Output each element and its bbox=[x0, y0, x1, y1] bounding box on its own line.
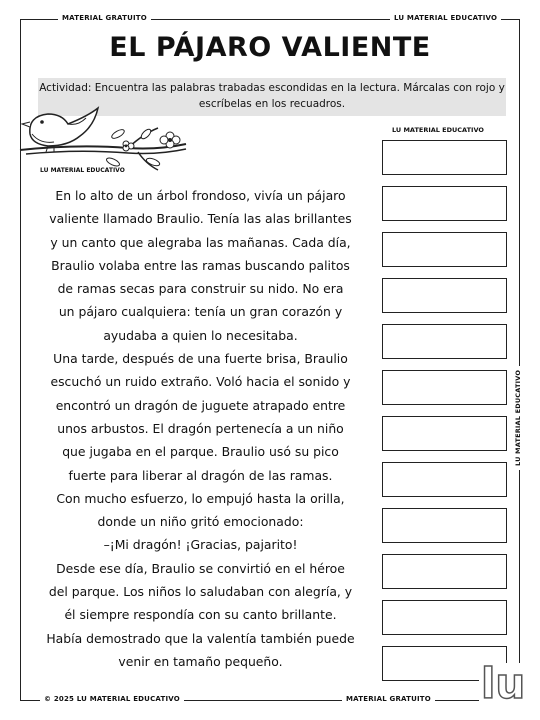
story-line: valiente llamado Braulio. Tenía las alas brillantes bbox=[49, 211, 352, 227]
story-line: Había demostrado que la valentía también puede bbox=[46, 630, 355, 646]
answer-box-1[interactable] bbox=[382, 140, 507, 175]
brand-logo: lu bbox=[481, 659, 526, 708]
header-left-tag: MATERIAL GRATUITO bbox=[58, 14, 151, 22]
story-line: Con mucho esfuerzo, lo empujó hasta la orilla, bbox=[56, 490, 345, 506]
story-line: y un canto que alegraba las mañanas. Cada día, bbox=[50, 234, 351, 250]
story-line: Braulio volaba entre las ramas buscando palitos bbox=[51, 257, 350, 273]
story-line: unos arbustos. El dragón pertenecía a un niño bbox=[57, 420, 344, 436]
answer-box-2[interactable] bbox=[382, 186, 507, 221]
story-line: ayudaba a quien lo necesitaba. bbox=[103, 327, 298, 343]
activity-instructions: Actividad: Encuentra las palabras trabadas escondidas en la lectura. Márcalas con rojo y escríbelas en los recuadros. bbox=[38, 78, 506, 116]
answer-box-3[interactable] bbox=[382, 232, 507, 267]
side-watermark-tag: LU MATERIAL EDUCATIVO bbox=[514, 366, 522, 470]
story-line: él siempre respondía con su canto brillante. bbox=[64, 607, 337, 623]
story-line: donde un niño gritó emocionado: bbox=[97, 514, 304, 530]
story-line: un pájaro cualquiera: tenía un gran corazón y bbox=[58, 304, 343, 320]
answer-box-8[interactable] bbox=[382, 462, 507, 497]
story-line: En lo alto de un árbol frondoso, vivía un pájaro bbox=[55, 188, 346, 203]
footer-left-tag: © 2025 LU MATERIAL EDUCATIVO bbox=[40, 695, 184, 703]
story-line: Desde ese día, Braulio se convirtió en el héroe bbox=[56, 560, 345, 576]
header-right-tag: LU MATERIAL EDUCATIVO bbox=[390, 14, 501, 22]
illustration-label: LU MATERIAL EDUCATIVO bbox=[40, 167, 125, 174]
story-line: que jugaba en el parque. Braulio usó su pico bbox=[62, 444, 339, 460]
story-line: encontró un dragón de juguete atrapado entre bbox=[55, 397, 346, 413]
story-line: venir en tamaño pequeño. bbox=[118, 653, 283, 669]
answer-boxes-label: LU MATERIAL EDUCATIVO bbox=[392, 126, 484, 134]
answer-box-4[interactable] bbox=[382, 278, 507, 313]
answer-box-10[interactable] bbox=[382, 554, 507, 589]
answer-box-5[interactable] bbox=[382, 324, 507, 359]
footer-right-tag: MATERIAL GRATUITO bbox=[342, 695, 435, 703]
answer-box-6[interactable] bbox=[382, 370, 507, 405]
story-text bbox=[38, 184, 363, 673]
story-line: Una tarde, después de una fuerte brisa, Braulio bbox=[53, 351, 348, 367]
story-line: fuerte para liberar al dragón de las ramas. bbox=[68, 467, 333, 483]
story-line: de ramas secas para construir su nido. No era bbox=[57, 281, 344, 297]
answer-box-7[interactable] bbox=[382, 416, 507, 451]
story-line: del parque. Los niños lo saludaban con alegría, y bbox=[48, 584, 353, 600]
answer-box-9[interactable] bbox=[382, 508, 507, 543]
bird-icon bbox=[22, 108, 98, 152]
answer-box-11[interactable] bbox=[382, 600, 507, 635]
frame-right-border bbox=[519, 19, 520, 700]
story-line: escuchó un ruido extraño. Voló hacia el sonido y bbox=[50, 374, 351, 390]
story-line: –¡Mi dragón! ¡Gracias, pajarito! bbox=[103, 537, 298, 553]
page-title: EL PÁJARO VALIENTE bbox=[109, 32, 431, 63]
